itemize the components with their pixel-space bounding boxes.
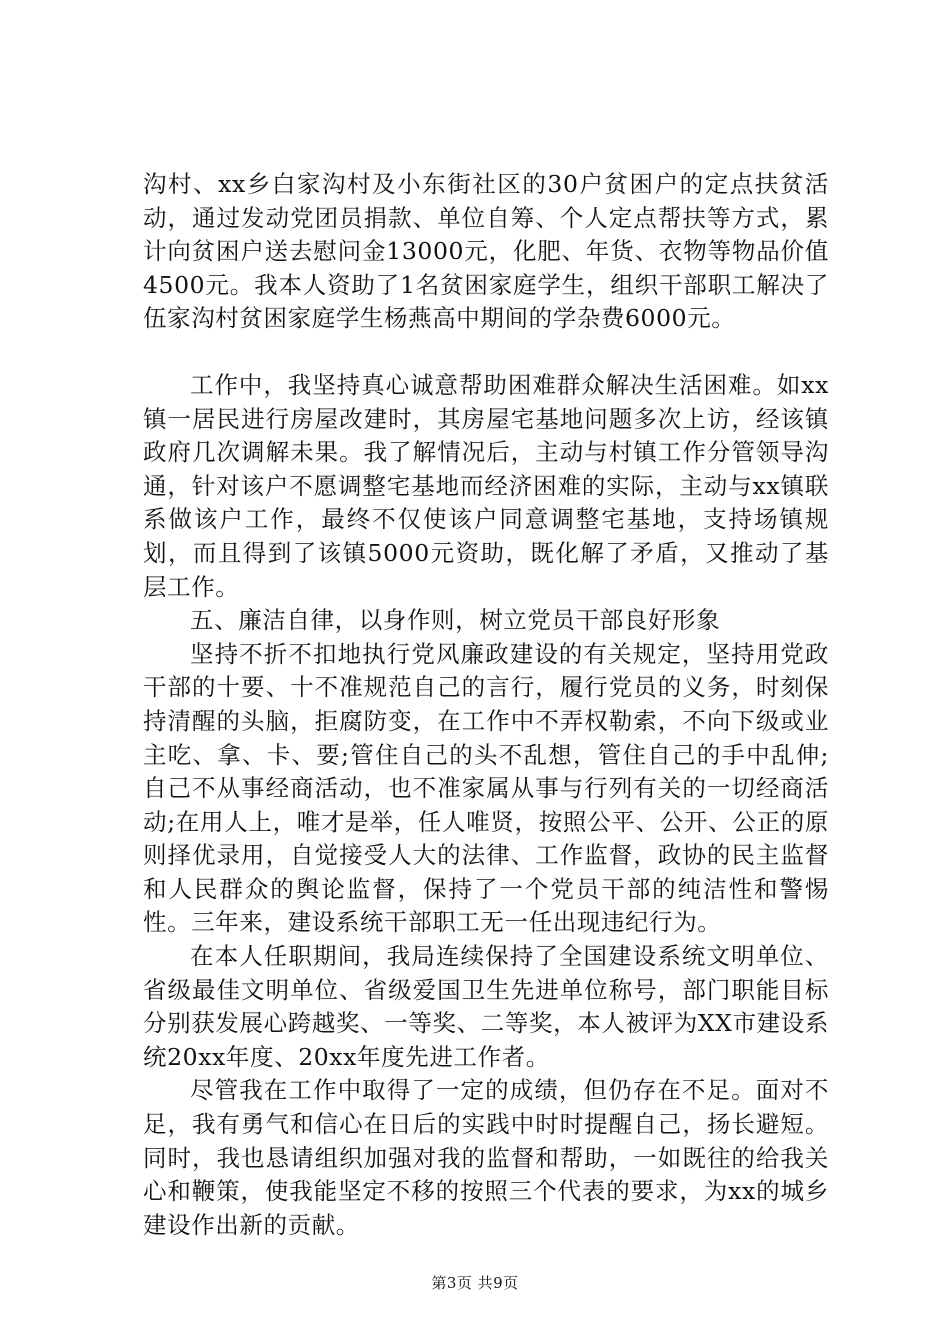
paragraph-integrity-rules: 坚持不折不扣地执行党风廉政建设的有关规定，坚持用党政干部的十要、十不准规范自己的言行，履行党员的义务，时刻保持清醒的头脑，拒腐防变，在工作中不弄权勒索，不向下级或业主吃、拿、卡、要;管住自己的头不乱想，管住自己的手中乱伸;自己不从事经商活动，也不准家属从事与行列有关的一切经商活动;在用人上，唯才是举，任人唯贤，按照公平、公开、公正的原则择优录用，自觉接受人大的法律、工作监督，政协的民主监督和人民群众的舆论监督，保持了一个党员干部的纯洁性和警惕性。三年来，建设系统干部职工无一任出现违纪行为。 <box>143 639 829 937</box>
paragraph-resident-dispute: 工作中，我坚持真心诚意帮助困难群众解决生活困难。如xx镇一居民进行房屋改建时，其房屋宅基地问题多次上访，经该镇政府几次调解未果。我了解情况后，主动与村镇工作分管领导沟通，针对该户不愿调整宅基地而经济困难的实际，主动与xx镇联系做该户工作，最终不仅使该户同意调整宅基地，支持场镇规划，而且得到了该镇5000元资助，既化解了矛盾，又推动了基层工作。 <box>143 370 829 601</box>
page-number-footer: 第3页 共9页 <box>431 1274 519 1292</box>
paragraph-poverty-relief: 沟村、xx乡白家沟村及小东街社区的30户贫困户的定点扶贫活动，通过发动党团员捐款、单位自筹、个人定点帮扶等方式，累计向贫困户送去慰问金13000元，化肥、年货、衣物等物品价值4500元。我本人资助了1名贫困家庭学生，组织干部职工解决了伍家沟村贫困家庭学生杨燕高中期间的学杂费6000元。 <box>143 170 829 333</box>
document-body <box>143 168 829 1242</box>
paragraph-honors: 在本人任职期间，我局连续保持了全国建设系统文明单位、省级最佳文明单位、省级爱国卫生先进单位称号，部门职能目标分别获发展心跨越奖、一等奖、二等奖，本人被评为XX市建设系统20xx年度、20xx年度先进工作者。 <box>143 942 829 1071</box>
section-heading-integrity: 五、廉洁自律，以身作则，树立党员干部良好形象 <box>190 606 721 635</box>
paragraph-shortcomings: 尽管我在工作中取得了一定的成绩，但仍存在不足。面对不足，我有勇气和信心在日后的实践中时时提醒自己，扬长避短。同时，我也恳请组织加强对我的监督和帮助，一如既往的给我关心和鞭策，使我能坚定不移的按照三个代表的要求，为xx的城乡建设作出新的贡献。 <box>143 1076 829 1239</box>
